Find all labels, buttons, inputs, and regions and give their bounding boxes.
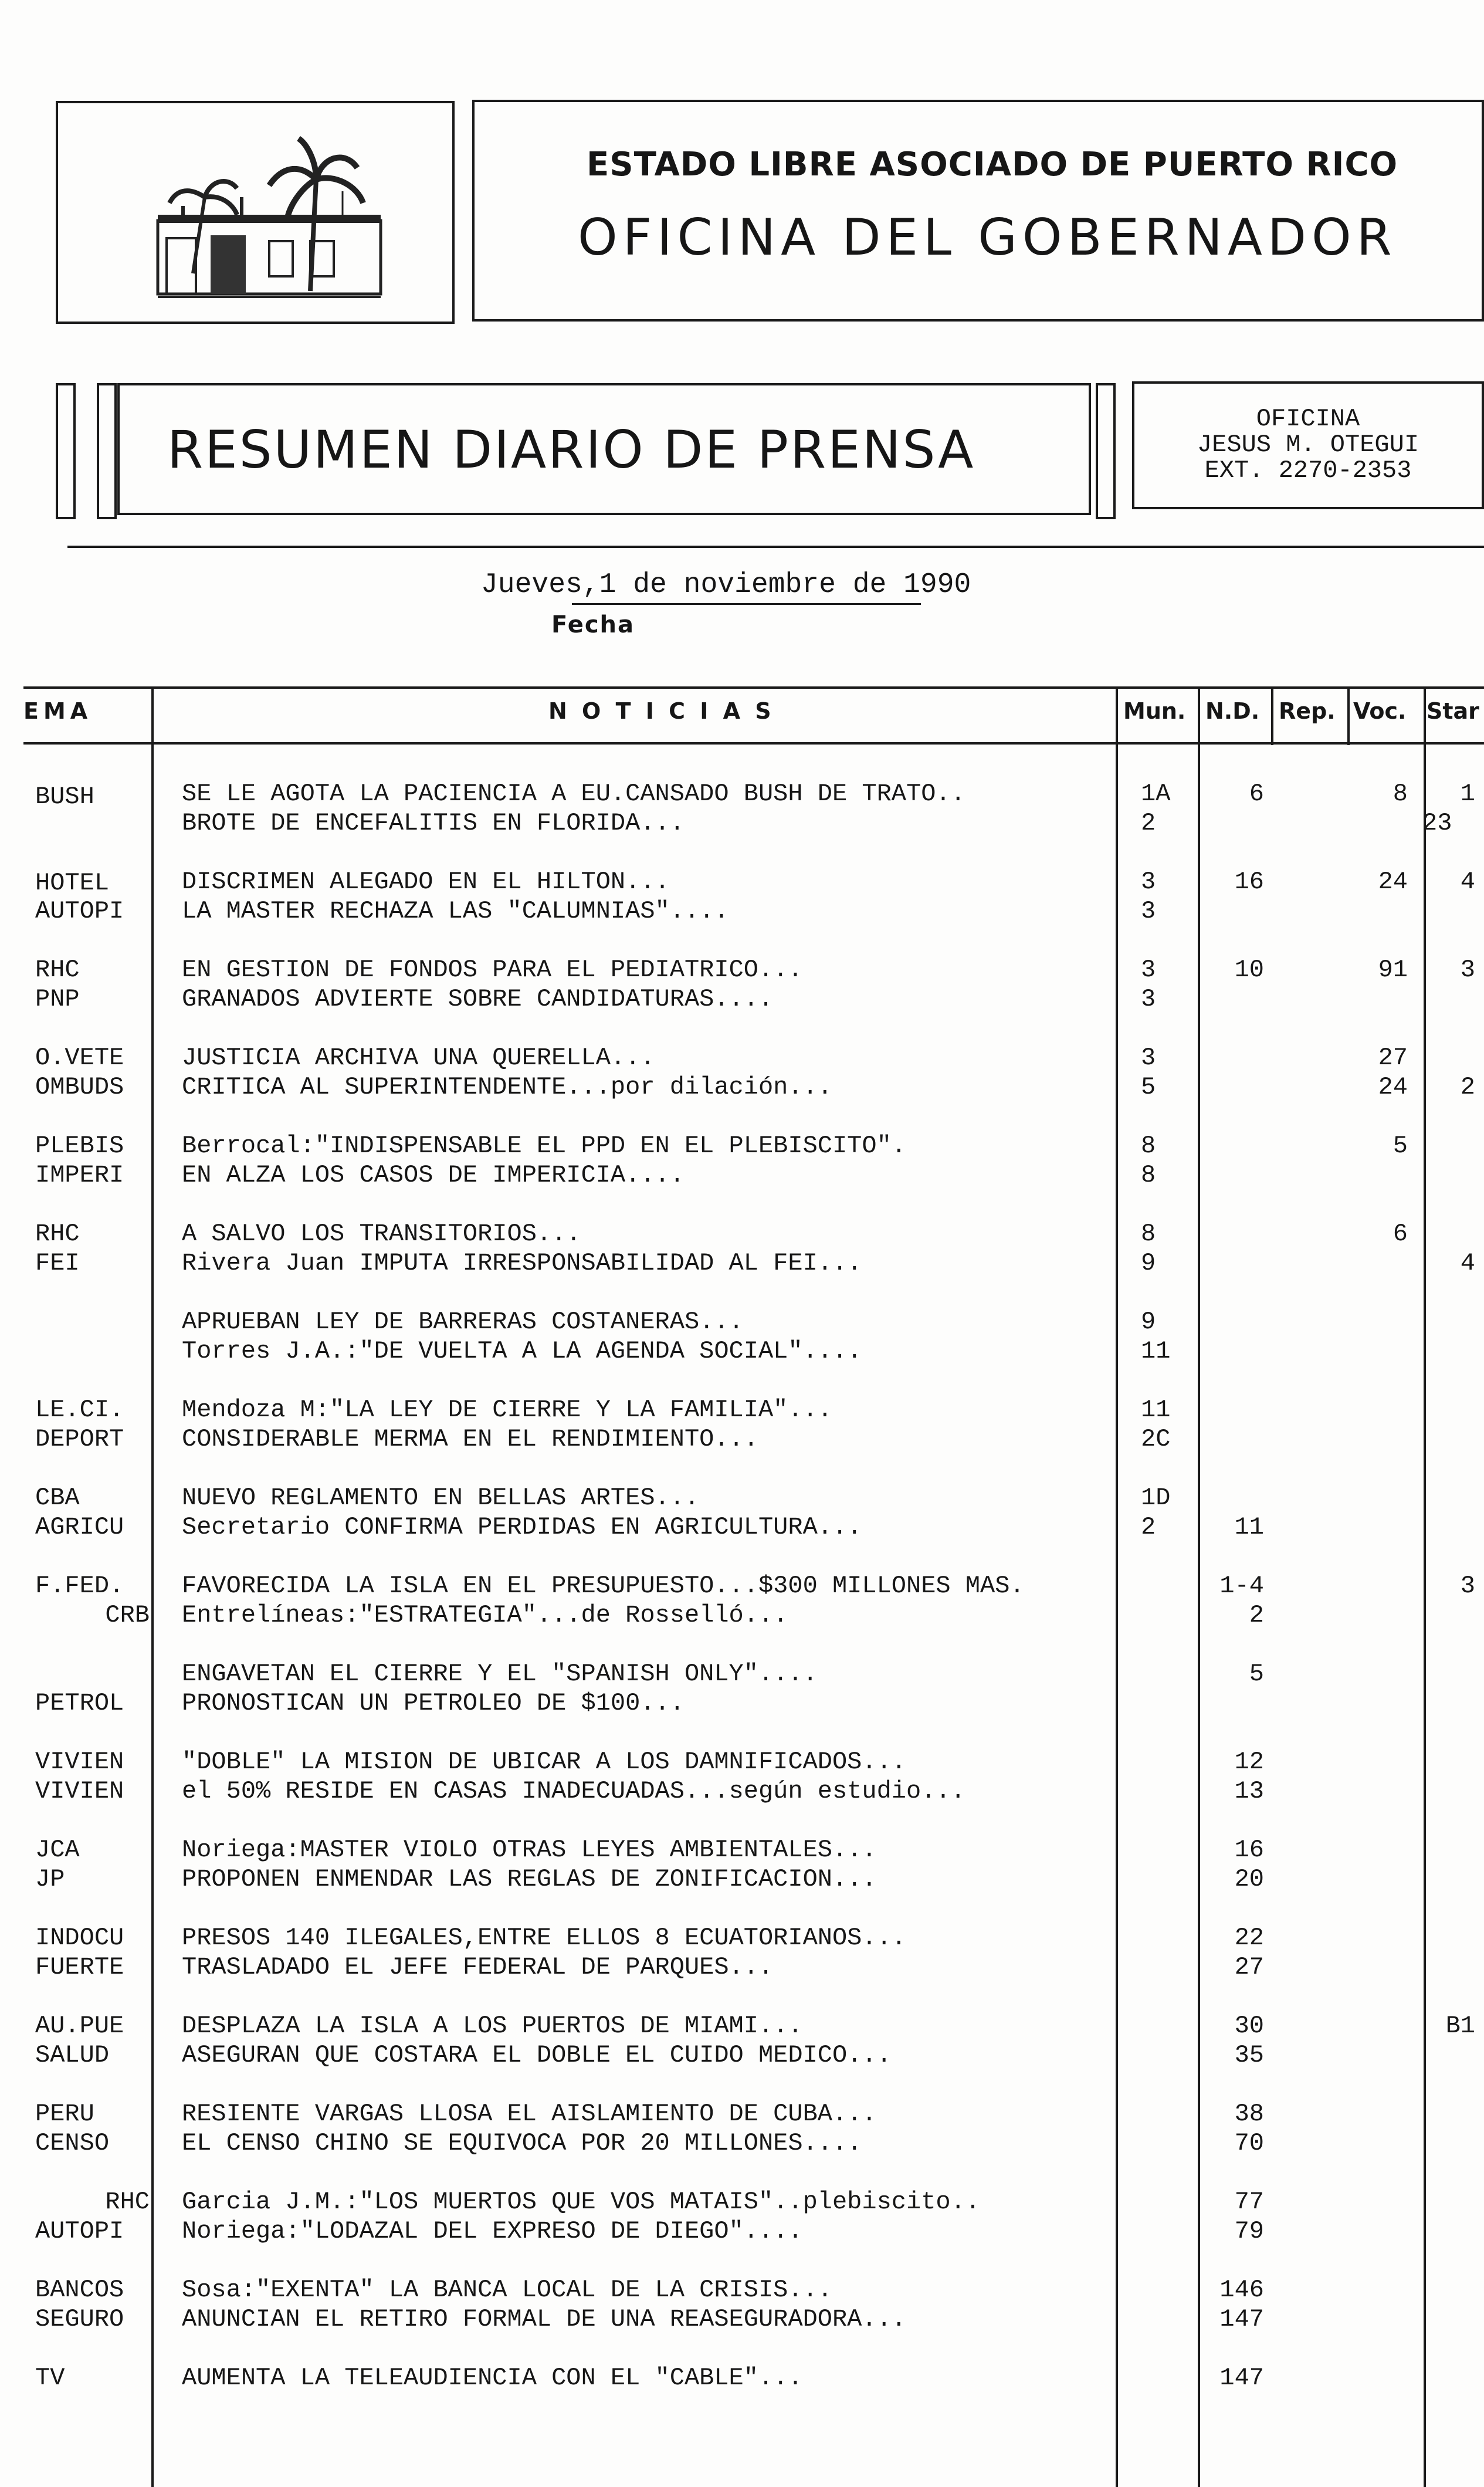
- noticia-cell: Entrelíneas:"ESTRATEGIA"...de Rosselló...: [182, 1601, 788, 1629]
- noticia-cell: AUMENTA LA TELEAUDIENCIA CON EL "CABLE"...: [182, 2364, 803, 2392]
- mun-cell: 9: [1141, 1249, 1156, 1277]
- tema-cell: O.VETE: [35, 1044, 124, 1072]
- column-divider: [1198, 686, 1200, 2487]
- voc-cell: 6: [1392, 1220, 1408, 1248]
- tema-cell: FUERTE: [35, 1953, 124, 1981]
- tema-cell: SEGURO: [35, 2305, 124, 2333]
- column-header-voc: Voc.: [1353, 698, 1407, 724]
- office-contact-name: JESUS M. OTEGUI: [1197, 431, 1419, 459]
- nd-cell: 5: [1249, 1660, 1264, 1688]
- tema-cell: AUTOPI: [35, 2217, 124, 2245]
- nd-cell: 20: [1234, 1865, 1264, 1893]
- tema-cell: RHC: [35, 1220, 80, 1248]
- government-name: ESTADO LIBRE ASOCIADO DE PUERTO RICO: [587, 146, 1398, 184]
- column-header-nd: N.D.: [1205, 698, 1260, 724]
- voc-cell: 24: [1378, 868, 1408, 896]
- noticia-cell: EN GESTION DE FONDOS PARA EL PEDIATRICO...: [182, 956, 803, 984]
- table-header-top-rule: [23, 686, 1484, 689]
- noticia-cell: CRITICA AL SUPERINTENDENTE...por dilación...: [182, 1073, 832, 1101]
- star-cell: 1: [1460, 780, 1475, 808]
- tema-cell: AGRICU: [35, 1513, 124, 1541]
- noticia-cell: BROTE DE ENCEFALITIS EN FLORIDA...: [182, 809, 685, 837]
- voc-cell: 24: [1378, 1073, 1408, 1101]
- tema-cell: JP: [35, 1865, 65, 1893]
- tema-cell: VIVIEN: [35, 1748, 124, 1776]
- tema-cell: SALUD: [35, 2041, 110, 2069]
- nd-cell: 13: [1234, 1777, 1264, 1805]
- tema-cell: HOTEL: [35, 869, 110, 897]
- tema-cell: F.FED.: [35, 1572, 124, 1600]
- tema-cell: AUTOPI: [35, 897, 124, 925]
- column-divider: [151, 686, 154, 2487]
- tema-cell: CRB: [105, 1601, 150, 1629]
- noticia-cell: GRANADOS ADVIERTE SOBRE CANDIDATURAS....: [182, 985, 774, 1013]
- date-value: Jueves,1 de noviembre de 1990: [481, 569, 971, 601]
- star-cell: 3: [1460, 956, 1475, 984]
- mun-cell: 8: [1141, 1161, 1156, 1189]
- voc-cell: 91: [1378, 956, 1408, 984]
- noticia-cell: DESPLAZA LA ISLA A LOS PUERTOS DE MIAMI...: [182, 2012, 803, 2040]
- tema-cell: BANCOS: [35, 2276, 124, 2304]
- logo-frame: [56, 101, 455, 324]
- tema-cell: FEI: [35, 1249, 80, 1277]
- nd-cell: 147: [1219, 2364, 1264, 2392]
- date-label: Fecha: [551, 611, 635, 638]
- tema-cell: RHC: [35, 956, 80, 984]
- tema-cell: JCA: [35, 1836, 80, 1864]
- tema-cell: PERU: [35, 2100, 94, 2128]
- column-header-tema: EMA: [23, 698, 93, 724]
- office-extension: EXT. 2270-2353: [1204, 456, 1412, 485]
- mun-cell: 9: [1141, 1308, 1156, 1336]
- column-header-noticias: N O T I C I A S: [548, 698, 775, 724]
- office-name: OFICINA DEL GOBERNADOR: [578, 208, 1397, 267]
- tema-cell: BUSH: [35, 783, 94, 811]
- tema-cell: DEPORT: [35, 1425, 124, 1453]
- nd-cell: 38: [1234, 2100, 1264, 2128]
- noticia-cell: TRASLADADO EL JEFE FEDERAL DE PARQUES...: [182, 1953, 774, 1981]
- nd-cell: 11: [1234, 1513, 1264, 1541]
- date-underline: [572, 603, 921, 605]
- star-cell: 23: [1422, 809, 1452, 837]
- column-divider: [1271, 686, 1273, 745]
- divider: [67, 546, 1484, 548]
- noticia-cell: Mendoza M:"LA LEY DE CIERRE Y LA FAMILIA"...: [182, 1396, 832, 1424]
- tema-cell: RHC: [105, 2188, 150, 2216]
- noticia-cell: ASEGURAN QUE COSTARA EL DOBLE EL CUIDO MEDICO...: [182, 2041, 892, 2069]
- mun-cell: 1D: [1141, 1484, 1171, 1512]
- noticia-cell: Garcia J.M.:"LOS MUERTOS QUE VOS MATAIS"..plebiscito..: [182, 2188, 981, 2216]
- nd-cell: 22: [1234, 1924, 1264, 1952]
- noticia-cell: EL CENSO CHINO SE EQUIVOCA POR 20 MILLONES....: [182, 2129, 862, 2157]
- noticia-cell: PROPONEN ENMENDAR LAS REGLAS DE ZONIFICACION...: [182, 1865, 877, 1893]
- mun-cell: 2: [1141, 809, 1156, 837]
- nd-cell: 146: [1219, 2276, 1264, 2304]
- noticia-cell: LA MASTER RECHAZA LAS "CALUMNIAS"....: [182, 897, 729, 925]
- tema-cell: PETROL: [35, 1689, 124, 1717]
- star-cell: 4: [1460, 1249, 1475, 1277]
- noticia-cell: ENGAVETAN EL CIERRE Y EL "SPANISH ONLY"....: [182, 1660, 818, 1688]
- mun-cell: 3: [1141, 1044, 1156, 1072]
- decorative-bar: [97, 383, 117, 519]
- decorative-bar: [1096, 383, 1116, 519]
- tema-cell: VIVIEN: [35, 1777, 124, 1805]
- noticia-cell: EN ALZA LOS CASOS DE IMPERICIA....: [182, 1161, 685, 1189]
- nd-cell: 35: [1234, 2041, 1264, 2069]
- mun-cell: 5: [1141, 1073, 1156, 1101]
- tema-cell: IMPERI: [35, 1161, 124, 1189]
- mun-cell: 8: [1141, 1132, 1156, 1160]
- noticia-cell: el 50% RESIDE EN CASAS INADECUADAS...según estudio...: [182, 1777, 965, 1805]
- noticia-cell: PRESOS 140 ILEGALES,ENTRE ELLOS 8 ECUATORIANOS...: [182, 1924, 907, 1952]
- nd-cell: 147: [1219, 2305, 1264, 2333]
- office-label: OFICINA: [1256, 405, 1360, 433]
- nd-cell: 79: [1234, 2217, 1264, 2245]
- noticia-cell: CONSIDERABLE MERMA EN EL RENDIMIENTO...: [182, 1425, 758, 1453]
- voc-cell: 27: [1378, 1044, 1408, 1072]
- star-cell: 3: [1460, 1572, 1475, 1600]
- column-header-rep: Rep.: [1279, 698, 1336, 724]
- noticia-cell: RESIENTE VARGAS LLOSA EL AISLAMIENTO DE CUBA...: [182, 2100, 877, 2128]
- mun-cell: 1A: [1141, 780, 1171, 808]
- star-cell: B1: [1445, 2012, 1475, 2040]
- mun-cell: 3: [1141, 985, 1156, 1013]
- nd-cell: 10: [1234, 956, 1264, 984]
- nd-cell: 12: [1234, 1748, 1264, 1776]
- tema-cell: CENSO: [35, 2129, 110, 2157]
- decorative-bar: [56, 383, 76, 519]
- noticia-cell: SE LE AGOTA LA PACIENCIA A EU.CANSADO BUSH DE TRATO..: [182, 780, 965, 808]
- tema-cell: OMBUDS: [35, 1073, 124, 1101]
- noticia-cell: Noriega:"LODAZAL DEL EXPRESO DE DIEGO"....: [182, 2217, 803, 2245]
- noticia-cell: JUSTICIA ARCHIVA UNA QUERELLA...: [182, 1044, 655, 1072]
- mun-cell: 11: [1141, 1337, 1171, 1365]
- noticia-cell: A SALVO LOS TRANSITORIOS...: [182, 1220, 581, 1248]
- column-divider: [1347, 686, 1350, 745]
- page-title: RESUMEN DIARIO DE PRENSA: [167, 419, 975, 480]
- mun-cell: 3: [1141, 897, 1156, 925]
- mun-cell: 3: [1141, 956, 1156, 984]
- voc-cell: 8: [1392, 780, 1408, 808]
- nd-cell: 1-4: [1219, 1572, 1264, 1600]
- nd-cell: 70: [1234, 2129, 1264, 2157]
- nd-cell: 16: [1234, 868, 1264, 896]
- mun-cell: 2C: [1141, 1425, 1171, 1453]
- noticia-cell: PRONOSTICAN UN PETROLEO DE $100...: [182, 1689, 685, 1717]
- nd-cell: 16: [1234, 1836, 1264, 1864]
- noticia-cell: Torres J.A.:"DE VUELTA A LA AGENDA SOCIAL"....: [182, 1337, 862, 1365]
- noticia-cell: Noriega:MASTER VIOLO OTRAS LEYES AMBIENTALES...: [182, 1836, 877, 1864]
- noticia-cell: NUEVO REGLAMENTO EN BELLAS ARTES...: [182, 1484, 700, 1512]
- tema-cell: CBA: [35, 1484, 80, 1512]
- mun-cell: 3: [1141, 868, 1156, 896]
- noticia-cell: Rivera Juan IMPUTA IRRESPONSABILIDAD AL FEI...: [182, 1249, 862, 1277]
- noticia-cell: DISCRIMEN ALEGADO EN EL HILTON...: [182, 868, 670, 896]
- nd-cell: 6: [1249, 780, 1264, 808]
- noticia-cell: "DOBLE" LA MISION DE UBICAR A LOS DAMNIFICADOS...: [182, 1748, 907, 1776]
- star-cell: 4: [1460, 868, 1475, 896]
- noticia-cell: ANUNCIAN EL RETIRO FORMAL DE UNA REASEGURADORA...: [182, 2305, 907, 2333]
- mun-cell: 8: [1141, 1220, 1156, 1248]
- tema-cell: PLEBIS: [35, 1132, 124, 1160]
- noticia-cell: APRUEBAN LEY DE BARRERAS COSTANERAS...: [182, 1308, 744, 1336]
- noticia-cell: Secretario CONFIRMA PERDIDAS EN AGRICULTURA...: [182, 1513, 862, 1541]
- nd-cell: 30: [1234, 2012, 1264, 2040]
- mun-cell: 2: [1141, 1513, 1156, 1541]
- nd-cell: 77: [1234, 2188, 1264, 2216]
- tema-cell: INDOCU: [35, 1924, 124, 1952]
- column-divider: [1116, 686, 1118, 2487]
- noticia-cell: FAVORECIDA LA ISLA EN EL PRESUPUESTO...$300 MILLONES MAS.: [182, 1572, 1025, 1600]
- tema-cell: AU.PUE: [35, 2012, 124, 2040]
- tema-cell: LE.CI.: [35, 1396, 124, 1424]
- nd-cell: 2: [1249, 1601, 1264, 1629]
- column-header-mun: Mun.: [1123, 698, 1186, 724]
- noticia-cell: Berrocal:"INDISPENSABLE EL PPD EN EL PLEBISCITO".: [182, 1132, 907, 1160]
- mun-cell: 11: [1141, 1396, 1171, 1424]
- noticia-cell: Sosa:"EXENTA" LA BANCA LOCAL DE LA CRISIS...: [182, 2276, 832, 2304]
- tema-cell: PNP: [35, 985, 80, 1013]
- star-cell: 2: [1460, 1073, 1475, 1101]
- tema-cell: TV: [35, 2364, 65, 2392]
- table-header-bottom-rule: [23, 742, 1484, 745]
- column-header-star: Star: [1427, 698, 1479, 724]
- voc-cell: 5: [1392, 1132, 1408, 1160]
- fortaleza-building-illustration: [123, 127, 416, 303]
- nd-cell: 27: [1234, 1953, 1264, 1981]
